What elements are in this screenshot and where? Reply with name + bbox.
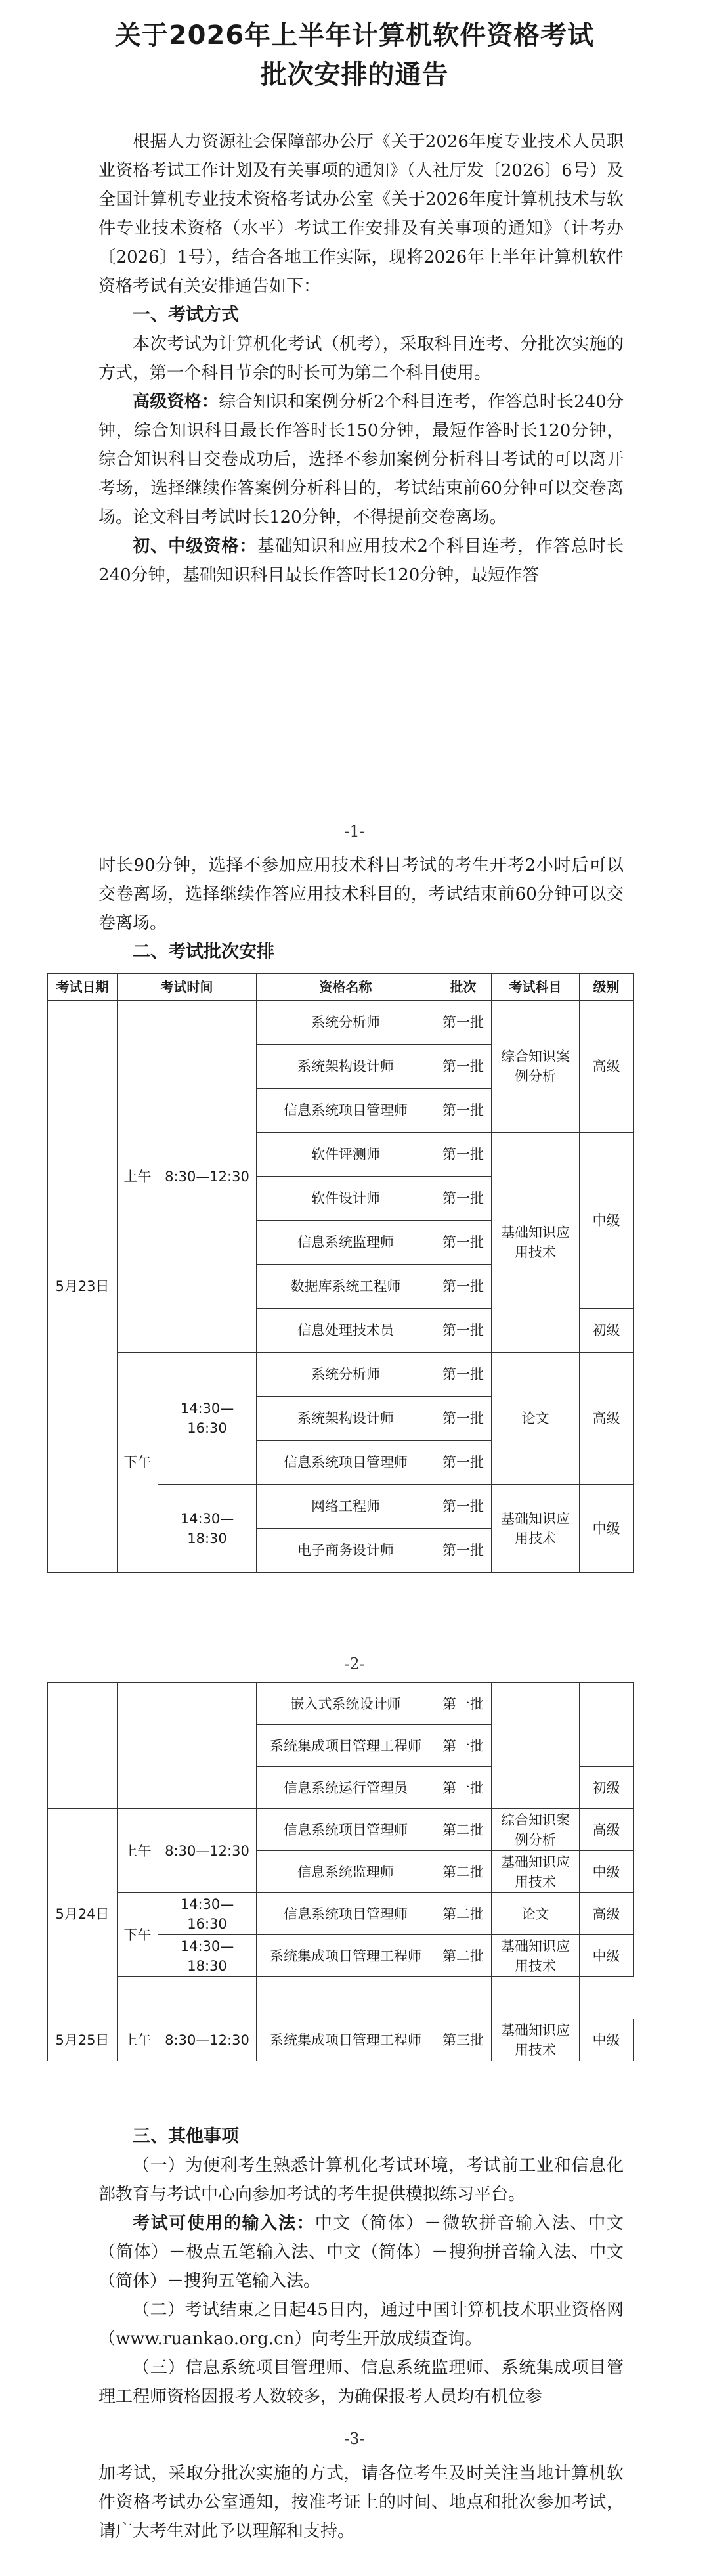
- header-qualification: 资格名称: [257, 974, 435, 1001]
- table-row: [48, 1683, 634, 1725]
- schedule-table-part1: [47, 973, 634, 1573]
- qualification-cell: 网络工程师: [257, 1485, 435, 1529]
- subject-cell: 论文: [492, 1353, 580, 1485]
- qualification-cell: 系统架构设计师: [257, 1397, 435, 1441]
- qualification-cell: 信息系统监理师: [257, 1221, 435, 1265]
- title-line-1: 关于2026年上半年计算机软件资格考试: [114, 20, 595, 51]
- schedule-table-part2: [47, 1682, 634, 2061]
- section3-p4: （三）信息系统项目管理师、信息系统监理师、系统集成项目管理工程师资格因报考人数较多，为确保报考人员均有机位参: [98, 2358, 624, 2407]
- batch-cell: 第二批: [435, 1935, 492, 1977]
- batch-cell: 第二批: [435, 1809, 492, 1851]
- level-cell: 中级: [580, 2019, 634, 2061]
- qualification-cell: 信息系统项目管理师: [257, 1893, 435, 1935]
- batch-cell: 第二批: [435, 1893, 492, 1935]
- section3-p3: （二）考试结束之日起45日内，通过中国计算机技术职业资格网（www.ruankao.org.cn）向考生开放成绩查询。: [98, 2300, 624, 2349]
- table-row: [48, 1001, 634, 1045]
- junior-text: 基础知识和应用技术2个科目连考，作答总时长240分钟，基础知识科目最长作答时长120分钟，最短作答: [98, 536, 624, 585]
- time-cell: 14:30—18:30: [158, 1485, 257, 1573]
- batch-cell: 第一批: [435, 1001, 492, 1045]
- qualification-cell: 信息系统项目管理师: [257, 1809, 435, 1851]
- section1-p2: [98, 387, 624, 532]
- level-cell: 中级: [580, 1935, 634, 1977]
- level-cell: 中级: [580, 1133, 634, 1309]
- header-level: 级别: [580, 974, 634, 1001]
- batch-cell: 第三批: [435, 2019, 492, 2061]
- date-cell: 5月23日: [48, 1001, 118, 1573]
- time-cell-empty: [118, 1977, 158, 2019]
- batch-cell: 第一批: [435, 1683, 492, 1725]
- junior-label: 初、中级资格：: [133, 536, 257, 556]
- title-line-2: 批次安排的通告: [260, 60, 449, 90]
- date-cell: 5月24日: [48, 1809, 118, 2019]
- qualification-cell: 嵌入式系统设计师: [257, 1683, 435, 1725]
- time-cell: 8:30—12:30: [158, 1001, 257, 1353]
- subject-cell: 综合知识案例分析: [492, 1001, 580, 1133]
- section3-p4-continued: 加考试，采取分批次实施的方式，请各位考生及时关注当地计算机软件资格考试办公室通知，按准考证上的时间、地点和批次参加考试，请广大考生对此予以理解和支持。: [98, 2464, 624, 2541]
- time-cell: 14:30—16:30: [158, 1893, 257, 1935]
- batch-cell: 第一批: [435, 1353, 492, 1397]
- section3-p1: （一）为便利考生熟悉计算机化考试环境，考试前工业和信息化部教育与考试中心向参加考试的考生提供模拟练习平台。: [98, 2156, 624, 2204]
- batch-cell: 第一批: [435, 1309, 492, 1353]
- subject-cell: 基础知识应用技术: [492, 2019, 580, 2061]
- time-cell: 8:30—12:30: [158, 1809, 257, 1893]
- batch-cell: 第一批: [435, 1221, 492, 1265]
- subject-cell-empty: [435, 1977, 492, 2019]
- table-row: [48, 1977, 634, 2019]
- qualification-cell: 数据库系统工程师: [257, 1265, 435, 1309]
- section3-heading: 三、其他事项: [133, 2126, 239, 2147]
- session-cell: 上午: [118, 1001, 158, 1353]
- subject-cell: 综合知识案例分析: [492, 1809, 580, 1851]
- level-cell-empty: [492, 1977, 580, 2019]
- intro-paragraph: 根据人力资源社会保障部办公厅《关于2026年度专业技术人员职业资格考试工作计划及有关事项的通知》（人社厅发〔2026〕6号）及全国计算机专业技术资格考试办公室《关于2026年度计算机技术与软件专业技术资格（水平）考试工作安排及有关事项的通知》（计考办〔2026〕1号），结合各地工作实际，现将2026年上半年计算机软件资格考试有关安排通告如下：: [98, 132, 624, 296]
- batch-cell: 第一批: [435, 1397, 492, 1441]
- time-cell-continued: [158, 1683, 257, 1809]
- date-cell: 5月25日: [48, 2019, 118, 2061]
- header-time: 考试时间: [118, 974, 257, 1001]
- session-cell: 下午: [118, 1893, 158, 1977]
- level-cell: 中级: [580, 1485, 634, 1573]
- table-row: [48, 2019, 634, 2061]
- section1-p3-continued: 时长90分钟，选择不参加应用技术科目考试的考生开考2小时后可以交卷离场，选择继续作答应用技术科目的，考试结束前60分钟可以交卷离场。: [98, 856, 624, 933]
- batch-cell: 第二批: [435, 1851, 492, 1893]
- qualification-cell: 软件评测师: [257, 1133, 435, 1177]
- qualification-cell: 信息处理技术员: [257, 1309, 435, 1353]
- section1-p3: [98, 532, 624, 590]
- subject-cell: 基础知识应用技术: [492, 1851, 580, 1893]
- qualification-cell: 系统集成项目管理工程师: [257, 2019, 435, 2061]
- level-cell: 高级: [580, 1353, 634, 1485]
- qualification-cell: 系统集成项目管理工程师: [257, 1725, 435, 1767]
- batch-cell: 第一批: [435, 1767, 492, 1809]
- section1-heading: 一、考试方式: [133, 305, 239, 325]
- batch-cell: 第一批: [435, 1045, 492, 1089]
- qualification-cell: 系统架构设计师: [257, 1045, 435, 1089]
- batch-cell: 第一批: [435, 1265, 492, 1309]
- batch-cell: 第一批: [435, 1725, 492, 1767]
- time-cell: 14:30—16:30: [158, 1353, 257, 1485]
- time-cell: 8:30—12:30: [158, 2019, 257, 2061]
- table-row: [48, 1809, 634, 1851]
- level-cell: 初级: [580, 1309, 634, 1353]
- section2-heading: 二、考试批次安排: [133, 942, 274, 962]
- level-cell: 高级: [580, 1001, 634, 1133]
- level-cell: 初级: [580, 1767, 634, 1809]
- time-cell: 14:30—18:30: [158, 1935, 257, 1977]
- senior-label: 高级资格：: [133, 392, 219, 412]
- senior-text: 综合知识和案例分析2个科目连考，作答总时长240分钟，综合知识科目最长作答时长150分钟，最短作答时长120分钟，综合知识科目交卷成功后，选择不参加案例分析科目考试的可以离开考场，选择继续作答案例分析科目的，考试结束前60分钟可以交卷离场。论文科目考试时长120分钟，不得提前交卷离场。: [98, 392, 624, 527]
- qualification-cell: 信息系统项目管理师: [257, 1441, 435, 1485]
- input-method-text: 中文（简体）－微软拼音输入法、中文（简体）－极点五笔输入法、中文（简体）－搜狗拼音输入法、中文（简体）－搜狗五笔输入法。: [98, 2214, 624, 2291]
- header-date: 考试日期: [48, 974, 118, 1001]
- qualification-cell-empty: [158, 1977, 257, 2019]
- input-method-label: 考试可使用的输入法：: [133, 2214, 315, 2233]
- page-number-3: -3-: [344, 2430, 365, 2448]
- qualification-cell: 信息系统运行管理员: [257, 1767, 435, 1809]
- batch-cell: 第一批: [435, 1441, 492, 1485]
- subject-cell: 基础知识应用技术: [492, 1133, 580, 1353]
- subject-cell-continued: [492, 1683, 580, 1809]
- qualification-cell: 软件设计师: [257, 1177, 435, 1221]
- batch-cell: 第一批: [435, 1133, 492, 1177]
- level-cell: 高级: [580, 1809, 634, 1851]
- subject-cell: 基础知识应用技术: [492, 1935, 580, 1977]
- session-cell: 上午: [118, 1809, 158, 1893]
- section1-p1: 本次考试为计算机化考试（机考），采取科目连考、分批次实施的方式，第一个科目节余的时长可为第二个科目使用。: [98, 334, 624, 383]
- qualification-cell: 系统分析师: [257, 1353, 435, 1397]
- session-cell: 上午: [118, 2019, 158, 2061]
- level-cell-continued: [580, 1683, 634, 1767]
- page2-bottom: [98, 2122, 624, 2411]
- subject-cell: 基础知识应用技术: [492, 1485, 580, 1573]
- session-cell: 下午: [118, 1353, 158, 1573]
- qualification-cell: 电子商务设计师: [257, 1529, 435, 1573]
- page-number-2: -2-: [344, 1655, 365, 1673]
- page2-body: [98, 851, 624, 967]
- subject-cell: 论文: [492, 1893, 580, 1935]
- table-row: [48, 1893, 634, 1935]
- batch-cell: 第一批: [435, 1529, 492, 1573]
- page-number-1: -1-: [344, 822, 365, 840]
- batch-cell: 第一批: [435, 1089, 492, 1133]
- table-row: [48, 1353, 634, 1397]
- batch-cell: 第一批: [435, 1485, 492, 1529]
- batch-cell: 第一批: [435, 1177, 492, 1221]
- page3-body: [98, 2459, 624, 2546]
- header-batch: 批次: [435, 974, 492, 1001]
- qualification-cell: 信息系统监理师: [257, 1851, 435, 1893]
- qualification-cell: 系统分析师: [257, 1001, 435, 1045]
- section3-p2: [98, 2209, 624, 2296]
- session-cell-continued: [118, 1683, 158, 1809]
- header-subject: 考试科目: [492, 974, 580, 1001]
- batch-cell-empty: [257, 1977, 435, 2019]
- date-cell-continued: [48, 1683, 118, 1809]
- level-cell: 高级: [580, 1893, 634, 1935]
- qualification-cell: 信息系统项目管理师: [257, 1089, 435, 1133]
- page1-body: [98, 127, 624, 590]
- level-cell: 中级: [580, 1851, 634, 1893]
- qualification-cell: 系统集成项目管理工程师: [257, 1935, 435, 1977]
